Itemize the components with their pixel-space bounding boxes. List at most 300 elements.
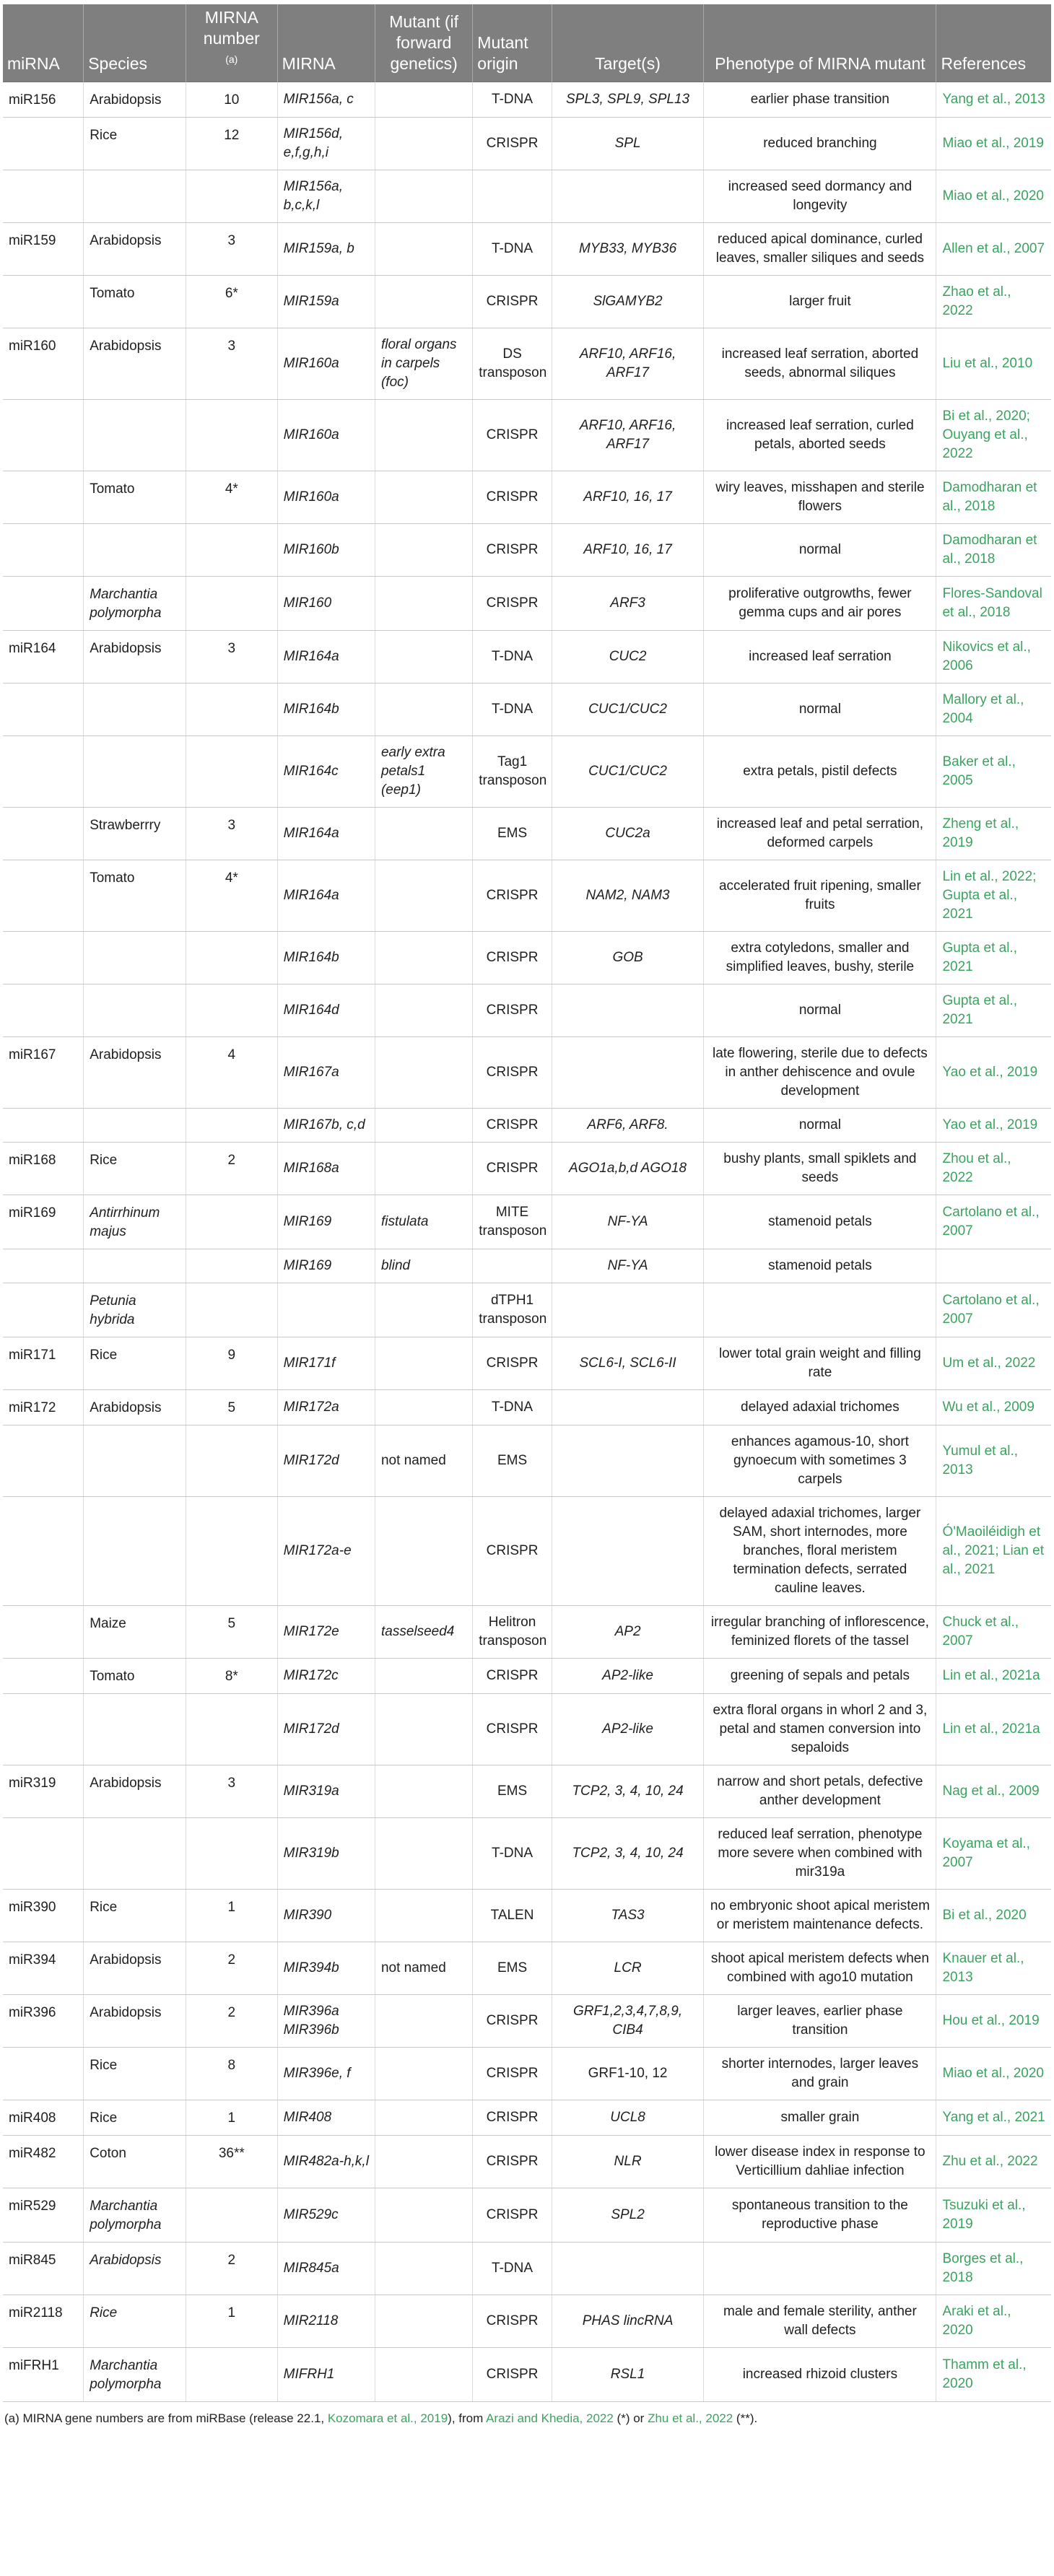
- cell-targets: ARF3: [552, 576, 703, 630]
- table-row: [3, 275, 1051, 328]
- cell-mirna-gene: MIR167a: [277, 1036, 375, 1108]
- cell-mirna-number: [186, 576, 277, 630]
- header-species: Species: [84, 4, 186, 82]
- table-footnote: [3, 2402, 1051, 2427]
- cell-reference[interactable]: Miao et al., 2020: [936, 2047, 1051, 2100]
- cell-reference[interactable]: Zheng et al., 2019: [936, 807, 1051, 860]
- cell-targets: TCP2, 3, 4, 10, 24: [552, 1765, 703, 1817]
- cell-mirna-gene: MIR169: [277, 1195, 375, 1249]
- cell-phenotype: lower disease index in response to Verticillium dahliae infection: [704, 2135, 936, 2188]
- cell-mirna-number: [186, 735, 277, 807]
- cell-phenotype: reduced branching: [704, 117, 936, 170]
- cell-phenotype: extra floral organs in whorl 2 and 3, petal and stamen conversion into sepaloids: [704, 1693, 936, 1765]
- cell-reference[interactable]: Flores-Sandoval et al., 2018: [936, 576, 1051, 630]
- table-row: [3, 1889, 1051, 1942]
- cell-mirna: [3, 2047, 84, 2100]
- cell-reference[interactable]: Gupta et al., 2021: [936, 931, 1051, 984]
- cell-mirna-gene: MIR156a, c: [277, 82, 375, 117]
- cell-reference[interactable]: Wu et al., 2009: [936, 1389, 1051, 1425]
- cell-mirna-gene: MIR160b: [277, 523, 375, 576]
- cell-mutant-origin: T-DNA: [473, 2242, 552, 2295]
- cell-reference[interactable]: Chuck et al., 2007: [936, 1605, 1051, 1658]
- cell-phenotype: increased leaf serration: [704, 630, 936, 683]
- cell-mirna-number: [186, 1817, 277, 1889]
- cell-mutant: [375, 2135, 472, 2188]
- cell-mutant-origin: CRISPR: [473, 1108, 552, 1142]
- cell-mirna: [3, 735, 84, 807]
- cell-mirna-number: 3: [186, 630, 277, 683]
- cell-phenotype: no embryonic shoot apical meristem or meristem maintenance defects.: [704, 1889, 936, 1942]
- cell-species: Rice: [84, 2047, 186, 2100]
- cell-mirna-gene: MIR394b: [277, 1942, 375, 1994]
- cell-mirna-gene: MIR2118: [277, 2295, 375, 2347]
- cell-mutant: [375, 2100, 472, 2135]
- cell-mirna: miR172: [3, 1389, 84, 1425]
- cell-targets: [552, 170, 703, 222]
- cell-mirna-gene: MIFRH1: [277, 2347, 375, 2401]
- cell-targets: AP2-like: [552, 1693, 703, 1765]
- cell-species: Arabidopsis: [84, 222, 186, 275]
- cell-phenotype: larger leaves, earlier phase transition: [704, 1994, 936, 2047]
- cell-mutant: [375, 82, 472, 117]
- cell-mirna-number: 2: [186, 2242, 277, 2295]
- cell-mirna-number: [186, 984, 277, 1036]
- cell-reference[interactable]: Araki et al., 2020: [936, 2295, 1051, 2347]
- cell-phenotype: shoot apical meristem defects when combined with ago10 mutation: [704, 1942, 936, 1994]
- cell-mutant: [375, 931, 472, 984]
- cell-targets: NAM2, NAM3: [552, 860, 703, 931]
- cell-mutant: [375, 1889, 472, 1942]
- cell-mutant-origin: CRISPR: [473, 471, 552, 523]
- cell-targets: RSL1: [552, 2347, 703, 2401]
- cell-mutant-origin: CRISPR: [473, 1658, 552, 1693]
- cell-mirna: miR171: [3, 1337, 84, 1389]
- cell-reference[interactable]: Yang et al., 2013: [936, 82, 1051, 117]
- cell-reference[interactable]: Cartolano et al., 2007: [936, 1283, 1051, 1337]
- footnote-text: (*) or: [613, 2411, 648, 2425]
- cell-targets: SPL: [552, 117, 703, 170]
- cell-targets: ARF10, 16, 17: [552, 471, 703, 523]
- cell-mutant-origin: dTPH1 transposon: [473, 1283, 552, 1337]
- cell-phenotype: normal: [704, 1108, 936, 1142]
- table-body: [3, 82, 1051, 2401]
- cell-mirna: miR529: [3, 2188, 84, 2242]
- cell-phenotype: delayed adaxial trichomes: [704, 1389, 936, 1425]
- cell-mutant-origin: MITE transposon: [473, 1195, 552, 1249]
- cell-reference[interactable]: Zhou et al., 2022: [936, 1142, 1051, 1195]
- cell-mutant-origin: CRISPR: [473, 275, 552, 328]
- cell-targets: TAS3: [552, 1889, 703, 1942]
- cell-mutant: [375, 117, 472, 170]
- cell-mutant: [375, 222, 472, 275]
- cell-mirna: miR159: [3, 222, 84, 275]
- cell-mirna-gene: MIR160a: [277, 399, 375, 471]
- cell-mirna-number: 4*: [186, 860, 277, 931]
- cell-mirna-number: 3: [186, 1765, 277, 1817]
- cell-targets: ARF10, ARF16, ARF17: [552, 328, 703, 399]
- cell-species: Marchantia polymorpha: [84, 2188, 186, 2242]
- table-row: [3, 170, 1051, 222]
- cell-species: [84, 1496, 186, 1605]
- cell-mutant: [375, 984, 472, 1036]
- cell-mirna: miFRH1: [3, 2347, 84, 2401]
- table-row: [3, 2047, 1051, 2100]
- cell-mirna: [3, 1249, 84, 1283]
- cell-mutant: blind: [375, 1249, 472, 1283]
- cell-reference[interactable]: Bi et al., 2020: [936, 1889, 1051, 1942]
- cell-mutant: tasselseed4: [375, 1605, 472, 1658]
- cell-targets: [552, 2242, 703, 2295]
- cell-reference[interactable]: Yao et al., 2019: [936, 1036, 1051, 1108]
- cell-reference[interactable]: Knauer et al., 2013: [936, 1942, 1051, 1994]
- cell-mutant-origin: CRISPR: [473, 2047, 552, 2100]
- cell-reference[interactable]: Thamm et al., 2020: [936, 2347, 1051, 2401]
- cell-targets: LCR: [552, 1942, 703, 1994]
- cell-mirna-number: [186, 1693, 277, 1765]
- cell-mutant-origin: CRISPR: [473, 2295, 552, 2347]
- table-row: [3, 523, 1051, 576]
- cell-reference[interactable]: Zhu et al., 2022: [936, 2135, 1051, 2188]
- cell-reference[interactable]: Tsuzuki et al., 2019: [936, 2188, 1051, 2242]
- cell-reference[interactable]: Gupta et al., 2021: [936, 984, 1051, 1036]
- cell-mirna-gene: MIR172a-e: [277, 1496, 375, 1605]
- footnote-text: (a) MIRNA gene numbers are from miRBase (release 22.1,: [4, 2411, 328, 2425]
- footnote-ref-zhu[interactable]: Zhu et al., 2022: [648, 2411, 733, 2425]
- header-references: References: [936, 4, 1051, 82]
- cell-mutant-origin: CRISPR: [473, 860, 552, 931]
- cell-targets: [552, 1389, 703, 1425]
- footnote-ref-arazi[interactable]: Arazi and Khedia, 2022: [486, 2411, 614, 2425]
- cell-mirna: [3, 275, 84, 328]
- table-row: [3, 117, 1051, 170]
- cell-species: [84, 170, 186, 222]
- cell-phenotype: increased leaf serration, aborted seeds, abnormal siliques: [704, 328, 936, 399]
- cell-mirna-number: 12: [186, 117, 277, 170]
- cell-phenotype: normal: [704, 523, 936, 576]
- header-phenotype: Phenotype of MIRNA mutant: [704, 4, 936, 82]
- cell-phenotype: normal: [704, 683, 936, 735]
- cell-species: Petunia hybrida: [84, 1283, 186, 1337]
- cell-mirna: [3, 576, 84, 630]
- cell-mirna-gene: MIR159a: [277, 275, 375, 328]
- table-row: [3, 1142, 1051, 1195]
- cell-mirna-gene: MIR171f: [277, 1337, 375, 1389]
- cell-phenotype: extra cotyledons, smaller and simplified leaves, bushy, sterile: [704, 931, 936, 984]
- cell-reference[interactable]: Zhao et al., 2022: [936, 275, 1051, 328]
- cell-mirna: miR845: [3, 2242, 84, 2295]
- cell-reference[interactable]: [936, 1249, 1051, 1283]
- cell-mutant-origin: CRISPR: [473, 984, 552, 1036]
- cell-mirna-number: [186, 399, 277, 471]
- table-row: [3, 1036, 1051, 1108]
- cell-mirna-number: 8*: [186, 1658, 277, 1693]
- cell-targets: CUC2: [552, 630, 703, 683]
- cell-species: Rice: [84, 117, 186, 170]
- cell-reference[interactable]: Lin et al., 2021a: [936, 1693, 1051, 1765]
- header-mirna: miRNA: [3, 4, 84, 82]
- cell-mutant: [375, 1658, 472, 1693]
- cell-mutant: [375, 1283, 472, 1337]
- cell-mirna-number: [186, 2347, 277, 2401]
- cell-reference[interactable]: Allen et al., 2007: [936, 222, 1051, 275]
- cell-species: Arabidopsis: [84, 1994, 186, 2047]
- cell-targets: ARF6, ARF8.: [552, 1108, 703, 1142]
- cell-mutant: [375, 2188, 472, 2242]
- cell-reference[interactable]: Lin et al., 2021a: [936, 1658, 1051, 1693]
- cell-mutant: [375, 523, 472, 576]
- cell-mutant-origin: Tag1 transposon: [473, 735, 552, 807]
- cell-phenotype: increased leaf and petal serration, deformed carpels: [704, 807, 936, 860]
- cell-species: Antirrhinum majus: [84, 1195, 186, 1249]
- cell-mirna-gene: MIR160: [277, 576, 375, 630]
- cell-reference[interactable]: Miao et al., 2020: [936, 170, 1051, 222]
- cell-targets: GRF1-10, 12: [552, 2047, 703, 2100]
- cell-reference[interactable]: Miao et al., 2019: [936, 117, 1051, 170]
- mirna-mutant-table: [3, 4, 1051, 2402]
- cell-mutant-origin: CRISPR: [473, 1994, 552, 2047]
- cell-reference[interactable]: Mallory et al., 2004: [936, 683, 1051, 735]
- cell-phenotype: normal: [704, 984, 936, 1036]
- cell-phenotype: irregular branching of inflorescence, feminized florets of the tassel: [704, 1605, 936, 1658]
- cell-mirna-gene: MIR482a-h,k,l: [277, 2135, 375, 2188]
- cell-reference[interactable]: Yang et al., 2021: [936, 2100, 1051, 2135]
- cell-mirna-gene: MIR172a: [277, 1389, 375, 1425]
- cell-species: Arabidopsis: [84, 1036, 186, 1108]
- cell-reference[interactable]: Lin et al., 2022; Gupta et al., 2021: [936, 860, 1051, 931]
- cell-mutant-origin: CRISPR: [473, 117, 552, 170]
- cell-species: [84, 1249, 186, 1283]
- cell-targets: CUC1/CUC2: [552, 735, 703, 807]
- cell-mirna: [3, 984, 84, 1036]
- cell-phenotype: late flowering, sterile due to defects in anther dehiscence and ovule development: [704, 1036, 936, 1108]
- cell-mutant-origin: CRISPR: [473, 2347, 552, 2401]
- cell-phenotype: increased leaf serration, curled petals, aborted seeds: [704, 399, 936, 471]
- cell-mirna-number: [186, 1283, 277, 1337]
- cell-mutant: not named: [375, 1425, 472, 1496]
- header-targets: Target(s): [552, 4, 703, 82]
- cell-reference[interactable]: Yumul et al., 2013: [936, 1425, 1051, 1496]
- cell-mirna-gene: MIR396a MIR396b: [277, 1994, 375, 2047]
- cell-mirna: [3, 1425, 84, 1496]
- cell-mirna: miR319: [3, 1765, 84, 1817]
- cell-mirna: [3, 471, 84, 523]
- cell-reference[interactable]: Damodharan et al., 2018: [936, 471, 1051, 523]
- cell-species: Arabidopsis: [84, 328, 186, 399]
- cell-targets: SlGAMYB2: [552, 275, 703, 328]
- cell-mirna: [3, 807, 84, 860]
- cell-phenotype: [704, 1283, 936, 1337]
- cell-reference[interactable]: Bi et al., 2020; Ouyang et al., 2022: [936, 399, 1051, 471]
- cell-mirna-gene: MIR169: [277, 1249, 375, 1283]
- cell-mutant: [375, 275, 472, 328]
- cell-mirna-number: [186, 1108, 277, 1142]
- cell-species: Rice: [84, 1142, 186, 1195]
- table-row: [3, 2100, 1051, 2135]
- cell-targets: NF-YA: [552, 1249, 703, 1283]
- cell-mutant: [375, 2347, 472, 2401]
- cell-mutant-origin: CRISPR: [473, 2135, 552, 2188]
- cell-mirna: [3, 860, 84, 931]
- cell-targets: [552, 1425, 703, 1496]
- cell-targets: UCL8: [552, 2100, 703, 2135]
- table-row: [3, 328, 1051, 399]
- cell-species: Arabidopsis: [84, 630, 186, 683]
- cell-mutant: [375, 860, 472, 931]
- cell-reference[interactable]: Borges et al., 2018: [936, 2242, 1051, 2295]
- cell-mirna: [3, 931, 84, 984]
- cell-species: Coton: [84, 2135, 186, 2188]
- cell-mutant-origin: T-DNA: [473, 683, 552, 735]
- cell-mutant-origin: [473, 170, 552, 222]
- cell-reference[interactable]: Damodharan et al., 2018: [936, 523, 1051, 576]
- cell-species: Marchantia polymorpha: [84, 576, 186, 630]
- cell-mirna: [3, 1108, 84, 1142]
- cell-phenotype: male and female sterility, anther wall defects: [704, 2295, 936, 2347]
- cell-mutant: [375, 2242, 472, 2295]
- cell-mirna: miR168: [3, 1142, 84, 1195]
- cell-targets: GRF1,2,3,4,7,8,9, CIB4: [552, 1994, 703, 2047]
- cell-species: Rice: [84, 1889, 186, 1942]
- cell-mirna-number: 4*: [186, 471, 277, 523]
- cell-mirna-number: 2: [186, 1142, 277, 1195]
- cell-mutant: [375, 399, 472, 471]
- table-row: [3, 1658, 1051, 1693]
- cell-mirna-gene: [277, 1283, 375, 1337]
- cell-mirna-number: 2: [186, 1994, 277, 2047]
- cell-reference[interactable]: Ó'Maoiléidigh et al., 2021; Lian et al., 2021: [936, 1496, 1051, 1605]
- cell-phenotype: accelerated fruit ripening, smaller fruits: [704, 860, 936, 931]
- header-mutant-origin: Mutant origin: [473, 4, 552, 82]
- cell-phenotype: lower total grain weight and filling rate: [704, 1337, 936, 1389]
- table-row: [3, 1389, 1051, 1425]
- cell-targets: [552, 1283, 703, 1337]
- cell-phenotype: spontaneous transition to the reproductive phase: [704, 2188, 936, 2242]
- cell-mirna-gene: MIR160a: [277, 328, 375, 399]
- cell-mutant-origin: CRISPR: [473, 931, 552, 984]
- cell-reference[interactable]: Liu et al., 2010: [936, 328, 1051, 399]
- cell-mirna: miR2118: [3, 2295, 84, 2347]
- cell-species: Marchantia polymorpha: [84, 2347, 186, 2401]
- cell-species: [84, 984, 186, 1036]
- cell-mutant-origin: [473, 1249, 552, 1283]
- header-mirna-gene: MIRNA: [277, 4, 375, 82]
- cell-mirna-number: 9: [186, 1337, 277, 1389]
- cell-mirna-number: [186, 931, 277, 984]
- cell-mutant-origin: CRISPR: [473, 2100, 552, 2135]
- cell-mutant-origin: EMS: [473, 1942, 552, 1994]
- cell-mutant: [375, 1142, 472, 1195]
- cell-targets: CUC2a: [552, 807, 703, 860]
- table-row: [3, 630, 1051, 683]
- footnote-ref-kozomara[interactable]: Kozomara et al., 2019: [327, 2411, 448, 2425]
- table-row: [3, 735, 1051, 807]
- cell-mirna-number: 1: [186, 2295, 277, 2347]
- cell-species: [84, 931, 186, 984]
- cell-mutant: [375, 471, 472, 523]
- cell-mirna-gene: MIR172d: [277, 1425, 375, 1496]
- table-row: [3, 1605, 1051, 1658]
- cell-reference[interactable]: Koyama et al., 2007: [936, 1817, 1051, 1889]
- cell-species: Arabidopsis: [84, 1765, 186, 1817]
- cell-mirna-gene: MIR167b, c,d: [277, 1108, 375, 1142]
- cell-reference[interactable]: Nag et al., 2009: [936, 1765, 1051, 1817]
- cell-mutant: [375, 576, 472, 630]
- cell-phenotype: smaller grain: [704, 2100, 936, 2135]
- cell-targets: GOB: [552, 931, 703, 984]
- table-row: [3, 984, 1051, 1036]
- cell-species: Arabidopsis: [84, 82, 186, 117]
- cell-mutant: [375, 1389, 472, 1425]
- cell-species: Tomato: [84, 471, 186, 523]
- header-mutant: Mutant (if forward genetics): [375, 4, 472, 82]
- cell-reference[interactable]: Hou et al., 2019: [936, 1994, 1051, 2047]
- cell-reference[interactable]: Nikovics et al., 2006: [936, 630, 1051, 683]
- cell-mirna-number: 2: [186, 1942, 277, 1994]
- cell-targets: [552, 1036, 703, 1108]
- cell-mirna-gene: MIR156a, b,c,k,l: [277, 170, 375, 222]
- cell-mirna-gene: MIR159a, b: [277, 222, 375, 275]
- cell-reference[interactable]: Yao et al., 2019: [936, 1108, 1051, 1142]
- cell-reference[interactable]: Cartolano et al., 2007: [936, 1195, 1051, 1249]
- table-row: [3, 471, 1051, 523]
- cell-mirna-number: [186, 1249, 277, 1283]
- cell-mirna-gene: MIR160a: [277, 471, 375, 523]
- cell-reference[interactable]: Baker et al., 2005: [936, 735, 1051, 807]
- cell-mirna: [3, 1283, 84, 1337]
- cell-mutant-origin: CRISPR: [473, 399, 552, 471]
- cell-mirna: [3, 399, 84, 471]
- cell-species: Arabidopsis: [84, 1389, 186, 1425]
- table-row: [3, 1942, 1051, 1994]
- cell-mutant-origin: DS transposon: [473, 328, 552, 399]
- cell-phenotype: wiry leaves, misshapen and sterile flowers: [704, 471, 936, 523]
- cell-phenotype: larger fruit: [704, 275, 936, 328]
- cell-phenotype: [704, 2242, 936, 2295]
- cell-mirna-gene: MIR164b: [277, 931, 375, 984]
- cell-species: [84, 1425, 186, 1496]
- cell-mutant: [375, 1994, 472, 2047]
- cell-phenotype: reduced leaf serration, phenotype more severe when combined with mir319a: [704, 1817, 936, 1889]
- table-row: [3, 1283, 1051, 1337]
- cell-species: [84, 735, 186, 807]
- cell-mutant-origin: TALEN: [473, 1889, 552, 1942]
- table-row: [3, 2135, 1051, 2188]
- cell-phenotype: greening of sepals and petals: [704, 1658, 936, 1693]
- cell-targets: CUC1/CUC2: [552, 683, 703, 735]
- table-row: [3, 1765, 1051, 1817]
- cell-mirna-gene: MIR396e, f: [277, 2047, 375, 2100]
- cell-mirna-gene: MIR172c: [277, 1658, 375, 1693]
- table-row: [3, 2242, 1051, 2295]
- table-row: [3, 1693, 1051, 1765]
- cell-mirna-number: [186, 2188, 277, 2242]
- cell-reference[interactable]: Um et al., 2022: [936, 1337, 1051, 1389]
- table-row: [3, 1337, 1051, 1389]
- cell-mutant-origin: CRISPR: [473, 1036, 552, 1108]
- cell-mirna-number: 6*: [186, 275, 277, 328]
- cell-mutant: [375, 1817, 472, 1889]
- cell-mutant-origin: CRISPR: [473, 1693, 552, 1765]
- cell-mirna-gene: MIR529c: [277, 2188, 375, 2242]
- cell-mirna-number: 3: [186, 328, 277, 399]
- cell-mutant: [375, 1496, 472, 1605]
- cell-targets: [552, 1496, 703, 1605]
- cell-mirna-gene: MIR172d: [277, 1693, 375, 1765]
- cell-phenotype: stamenoid petals: [704, 1195, 936, 1249]
- cell-mirna: [3, 1496, 84, 1605]
- cell-phenotype: increased rhizoid clusters: [704, 2347, 936, 2401]
- cell-species: Tomato: [84, 1658, 186, 1693]
